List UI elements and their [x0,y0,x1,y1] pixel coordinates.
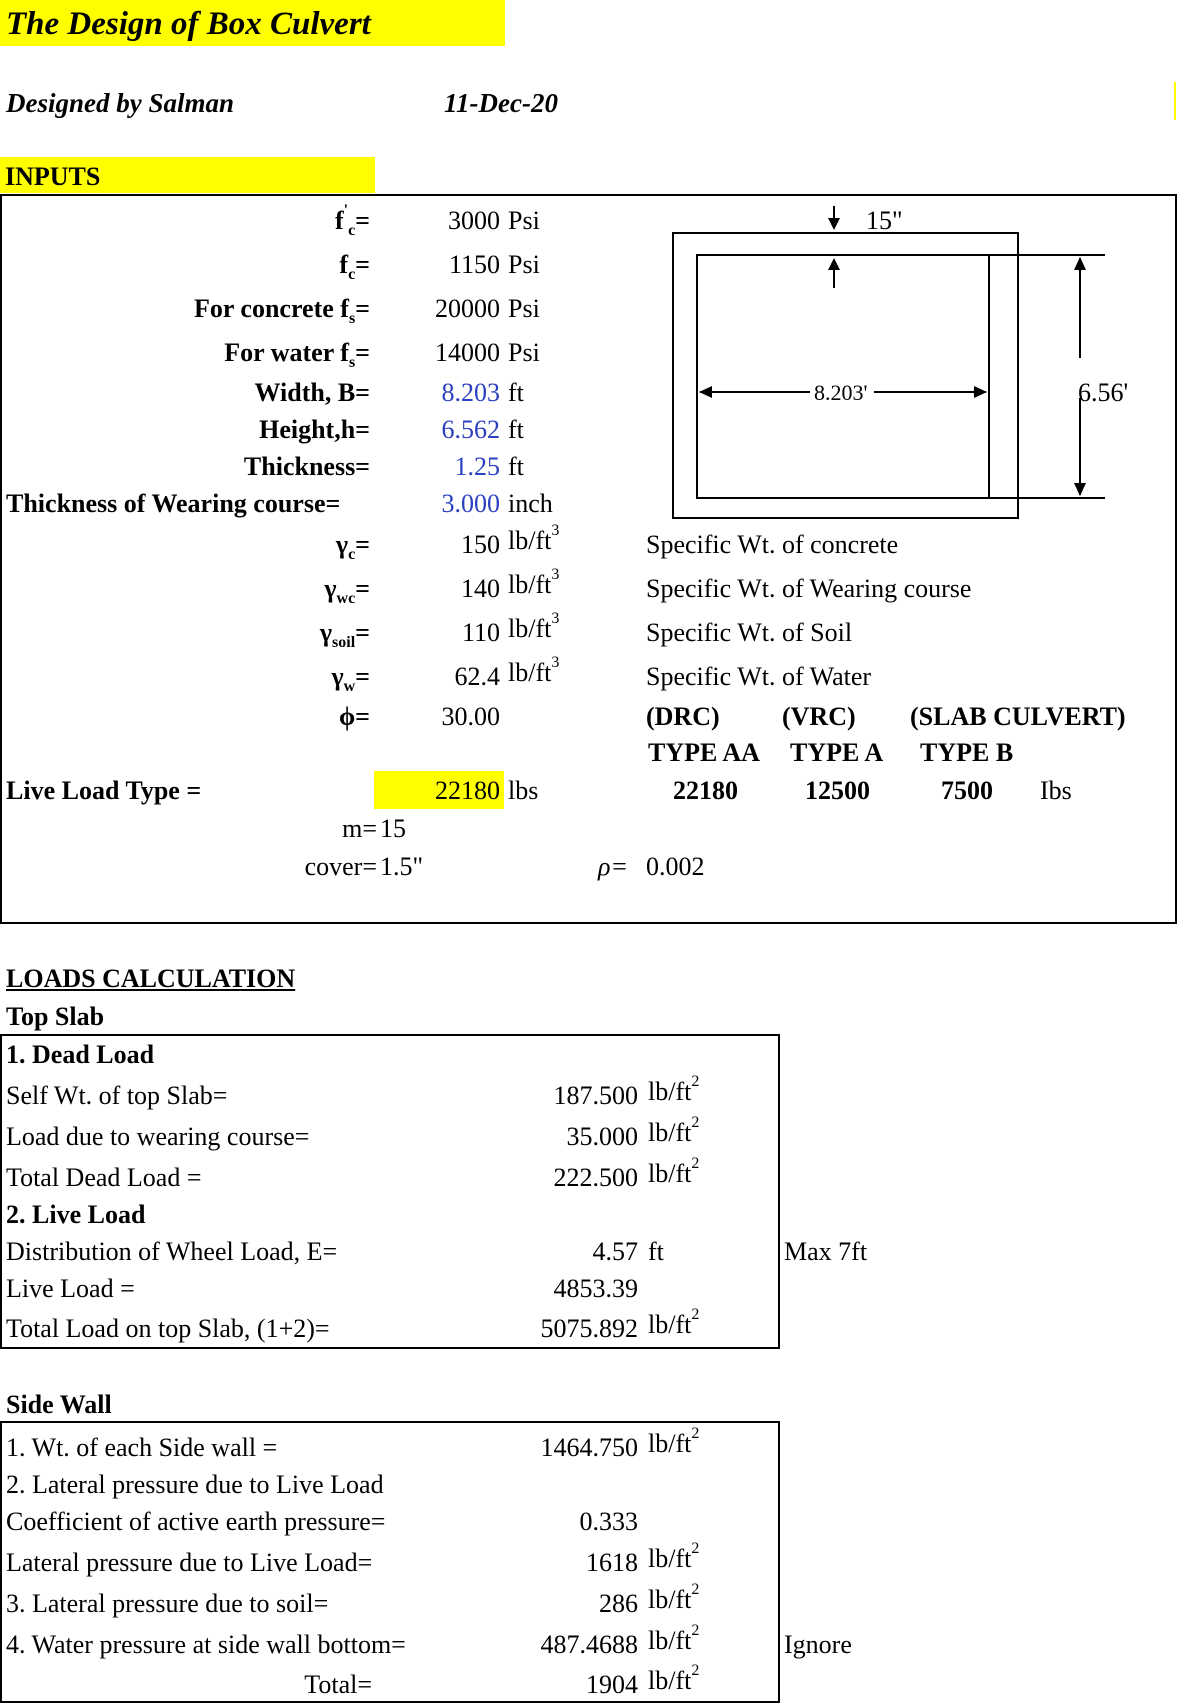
fs-water-unit: Psi [508,338,540,367]
side-wt-unit-text: lb/ft [648,1429,692,1458]
height-value[interactable]: 6.562 [441,415,500,444]
live-load-value[interactable]: 22180 [435,776,500,805]
fc-label: $f_c=$ [339,250,370,283]
type-b-value: 7500 [941,776,993,805]
fc-unit: Psi [508,250,540,279]
type-a: TYPE A [790,738,884,767]
soil-label: 3. Lateral pressure due to soil= [6,1589,329,1618]
gamma-c-unit: $lb/ft^3$ [508,522,560,555]
top-slab-heading: Top Slab [6,1002,105,1031]
cover-value: 1.5" [380,852,424,881]
lat-live-unit-text: lb/ft [648,1544,692,1573]
culvert-diagram [660,198,1120,533]
side-wt-unit: $lb/ft^2$ [648,1425,700,1458]
arrow-up-icon [828,258,840,270]
total-top-unit-text: lb/ft [648,1310,692,1339]
width-arrow-right-icon [974,386,987,398]
total-top-label: Total Load on top Slab, (1+2)= [6,1314,330,1343]
live-label: Live Load = [6,1274,135,1303]
lat-live-value: 1618 [586,1548,638,1577]
designer-label: Designed by Salman [6,88,235,118]
gamma-w-label: $\gamma_w=$ [331,662,370,695]
lat-heading: 2. Lateral pressure due to Live Load [6,1470,384,1499]
gamma-wc-value: 140 [461,574,500,603]
fs-concrete-unit: Psi [508,294,540,323]
gamma-soil-desc: Specific Wt. of Soil [646,618,853,647]
type-vrc: (VRC) [782,702,856,731]
coef-value: 0.333 [579,1507,638,1536]
height-arrow-down-icon [1074,483,1086,496]
live-load-unit: lbs [508,776,539,805]
diagram-thickness-label: 15" [866,206,903,235]
height-arrow-up-icon [1074,257,1086,270]
height-label: Height,h= [259,415,370,444]
total-dead-label: Total Dead Load = [6,1163,202,1192]
gamma-soil-unit-text: lb/ft [508,614,552,643]
width-unit: ft [508,378,524,407]
gamma-soil-label: $\gamma_{soil}=$ [319,618,370,651]
gamma-w-desc: Specific Wt. of Water [646,662,872,691]
fs-water-value: 14000 [435,338,500,367]
fs-concrete-label: For concrete $f_s=$ [193,294,370,327]
gamma-w-value: 62.4 [454,662,500,691]
side-total-value: 1904 [586,1670,638,1699]
side-total-unit-text: lb/ft [648,1666,692,1695]
type-b: TYPE B [920,738,1014,767]
thickness-value[interactable]: 1.25 [454,452,500,481]
water-unit-text: lb/ft [648,1626,692,1655]
gamma-c-label: $\gamma_c=$ [335,530,370,563]
diagram-height-label: 6.56' [1078,378,1129,407]
gamma-w-unit: $lb/ft^3$ [508,654,560,687]
fc-prime-label: $f'_c=$ [334,202,370,239]
live-value: 4853.39 [553,1274,638,1303]
fs-water-text: For water f [224,338,349,367]
water-unit: $lb/ft^2$ [648,1622,700,1655]
gamma-soil-unit: $lb/ft^3$ [508,610,560,643]
m-label: m= [342,814,377,843]
page-title: The Design of Box Culvert [6,6,371,42]
rho-value: 0.002 [646,852,705,881]
water-label: 4. Water pressure at side wall bottom= [6,1630,406,1659]
dead-load-heading: 1. Dead Load [6,1040,155,1069]
fc-prime-unit: Psi [508,206,540,235]
type-aa-value: 22180 [673,776,738,805]
type-a-value: 12500 [805,776,870,805]
lat-live-unit: $lb/ft^2$ [648,1540,700,1573]
live-load-heading: 2. Live Load [6,1200,146,1229]
diagram-width-label: 8.203' [814,380,868,405]
cell-marker [1174,82,1176,120]
wearing-load-unit: $lb/ft^2$ [648,1114,700,1147]
side-wall-heading: Side Wall [6,1390,112,1419]
fc-prime-value: 3000 [448,206,500,235]
wearing-load-value: 35.000 [566,1122,638,1151]
water-note: Ignore [784,1630,852,1659]
wearing-unit: inch [508,489,553,518]
inner-opening [697,255,989,498]
loads-heading: LOADS CALCULATION [6,964,296,993]
type-slab: (SLAB CULVERT) [910,702,1126,731]
fs-concrete-value: 20000 [435,294,500,323]
soil-unit-text: lb/ft [648,1585,692,1614]
wearing-load-unit-text: lb/ft [648,1118,692,1147]
soil-unit: $lb/ft^2$ [648,1581,700,1614]
height-unit: ft [508,415,524,444]
gamma-wc-unit-text: lb/ft [508,570,552,599]
thickness-unit: ft [508,452,524,481]
self-wt-value: 187.500 [553,1081,638,1110]
self-wt-label: Self Wt. of top Slab= [6,1081,228,1110]
dist-label: Distribution of Wheel Load, E= [6,1237,338,1266]
type-drc: (DRC) [646,702,720,731]
type-unit: Ibs [1040,776,1072,805]
phi-value: 30.00 [441,702,500,731]
fs-water-label: For water $f_s=$ [224,338,370,371]
design-date: 11-Dec-20 [444,88,558,118]
rho-label: ρ= [598,852,629,881]
total-top-value: 5075.892 [540,1314,638,1343]
total-dead-value: 222.500 [553,1163,638,1192]
gamma-w-unit-text: lb/ft [508,658,552,687]
side-wt-value: 1464.750 [540,1433,638,1462]
live-load-label: Live Load Type = [6,776,202,805]
gamma-wc-label: $\gamma_{wc}=$ [324,574,370,607]
cover-label: cover= [304,852,377,881]
side-total-label: Total= [304,1670,372,1699]
gamma-c-value: 150 [461,530,500,559]
phi-label: ϕ= [338,702,370,731]
dist-note: Max 7ft [784,1237,868,1266]
total-top-unit: $lb/ft^2$ [648,1306,700,1339]
total-dead-unit-text: lb/ft [648,1159,692,1188]
self-wt-unit-text: lb/ft [648,1077,692,1106]
width-value[interactable]: 8.203 [441,378,500,407]
dist-unit: ft [648,1237,664,1266]
gamma-soil-value: 110 [461,618,500,647]
gamma-c-desc: Specific Wt. of concrete [646,530,899,559]
lat-live-label: Lateral pressure due to Live Load= [6,1548,373,1577]
gamma-wc-unit: $lb/ft^3$ [508,566,560,599]
width-arrow-left-icon [699,386,712,398]
wearing-value[interactable]: 3.000 [441,489,500,518]
soil-value: 286 [599,1589,638,1618]
thickness-label: Thickness= [243,452,370,481]
type-aa: TYPE AA [648,738,760,767]
side-wt-label: 1. Wt. of each Side wall = [6,1433,278,1462]
fs-concrete-text: For concrete f [193,294,349,323]
m-value: 15 [380,814,406,843]
water-value: 487.4688 [540,1630,638,1659]
gamma-wc-desc: Specific Wt. of Wearing course [646,574,972,603]
fc-value: 1150 [448,250,500,279]
arrow-down-icon [828,218,840,230]
wearing-load-label: Load due to wearing course= [6,1122,310,1151]
wearing-label: Thickness of Wearing course= [6,489,341,518]
self-wt-unit: $lb/ft^2$ [648,1073,700,1106]
inputs-heading: INPUTS [5,162,101,191]
side-total-unit: $lb/ft^2$ [648,1662,700,1695]
coef-label: Coefficient of active earth pressure= [6,1507,386,1536]
gamma-c-unit-text: lb/ft [508,526,552,555]
dist-value: 4.57 [592,1237,638,1266]
outer-wall [673,233,1018,518]
total-dead-unit: $lb/ft^2$ [648,1155,700,1188]
width-label: Width, B= [254,378,370,407]
